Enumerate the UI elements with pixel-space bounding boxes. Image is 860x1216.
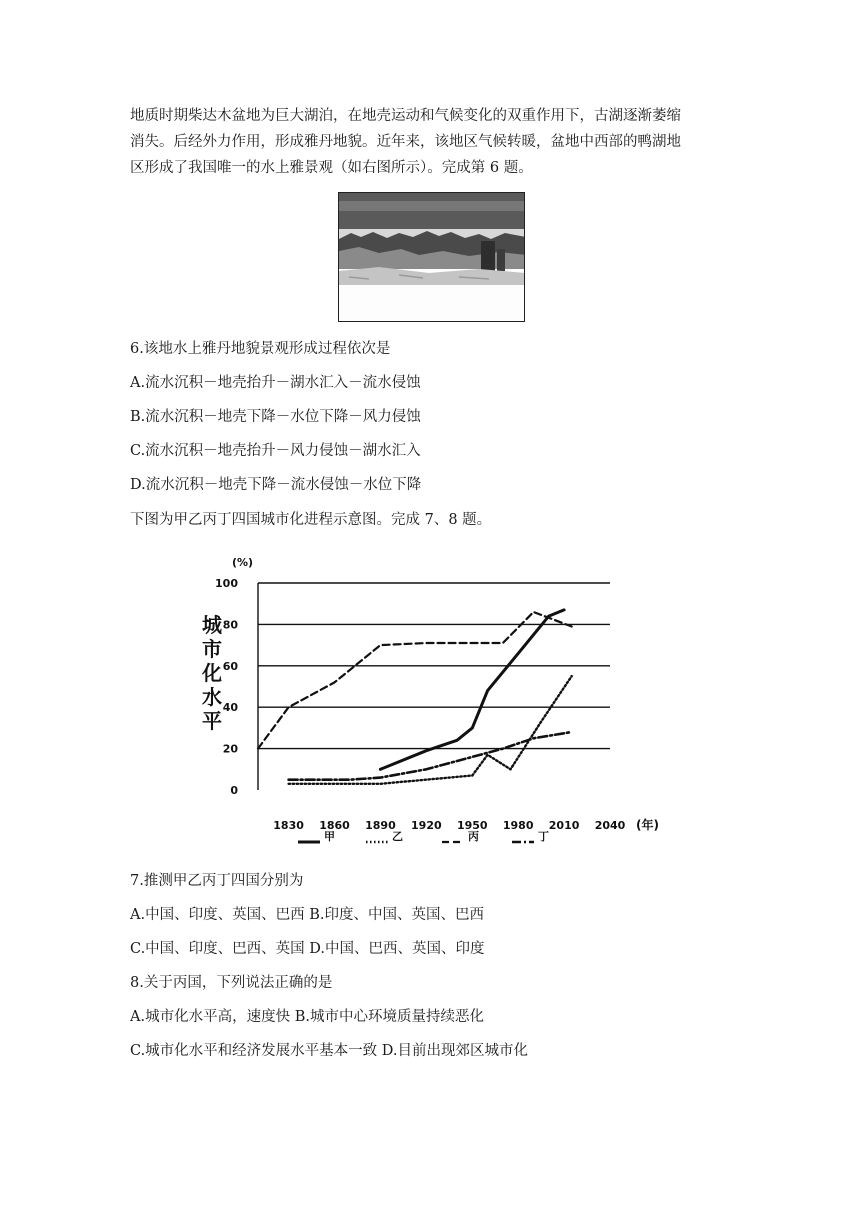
q7-stem: 7.推测甲乙丙丁四国分别为 [130, 873, 304, 889]
y-axis-title: 城市化水平 [202, 613, 222, 733]
q8-options-cd: C.城市化水平和经济发展水平基本一致 D.目前出现郊区城市化 [130, 1043, 529, 1059]
series-line-1 [380, 610, 564, 769]
x-tick-label-1860: 1860 [319, 819, 350, 832]
legend-label-4: 丁 [538, 830, 549, 843]
q6-option-d: D.流水沉积－地壳下降－流水侵蚀－水位下降 [130, 477, 422, 493]
legend-label-2: 乙 [392, 830, 403, 843]
intro-line-3: 区形成了我国唯一的水上雅景观（如右图所示）。完成第 6 题。 [130, 160, 533, 176]
q8-options-ab: A.城市化水平高，速度快 B.城市中心环境质量持续恶化 [130, 1009, 484, 1025]
x-tick-label-1890: 1890 [365, 819, 396, 832]
x-tick-label-1920: 1920 [411, 819, 442, 832]
x-tick-label-1830: 1830 [273, 819, 304, 832]
intro-line-1: 地质时期柴达木盆地为巨大湖泊，在地壳运动和气候变化的双重作用下，古湖逐渐萎缩 [130, 108, 681, 124]
x-tick-label-1980: 1980 [502, 819, 534, 832]
q6-option-c: C.流水沉积－地壳抬升－风力侵蚀－湖水汇入 [130, 443, 421, 459]
yardang-photo [338, 192, 525, 322]
y-tick-label-20: 20 [222, 742, 238, 756]
x-tick-label-1950: 1950 [456, 819, 488, 832]
urbanization-chart [180, 540, 700, 858]
chart-intro: 下图为甲乙丙丁四国城市化进程示意图。完成 7、8 题。 [130, 512, 492, 528]
legend-label-1: 甲 [324, 830, 335, 843]
series-line-3 [258, 612, 572, 749]
y-tick-label-100: 100 [215, 577, 238, 590]
q6-stem: 6.该地水上雅丹地貌景观形成过程依次是 [130, 341, 391, 357]
legend-label-3: 丙 [468, 830, 479, 843]
q6-option-a: A.流水沉积－地壳抬升－湖水汇入－流水侵蚀 [130, 375, 421, 391]
y-tick-label-0: 0 [230, 784, 238, 797]
y-tick-label-40: 40 [222, 701, 238, 715]
y-tick-label-80: 80 [222, 618, 238, 632]
y-tick-label-60: 60 [222, 659, 238, 673]
series-line-4 [289, 732, 572, 780]
q7-options-cd: C.中国、印度、巴西、英国 D.中国、巴西、英国、印度 [130, 941, 485, 957]
q6-option-b: B.流水沉积－地壳下降－水位下降－风力侵蚀 [130, 409, 421, 425]
q7-options-ab: A.中国、印度、英国、巴西 B.印度、中国、英国、巴西 [130, 907, 484, 923]
x-tick-label-2010: 2010 [548, 819, 580, 832]
x-unit-label: (年) [636, 818, 659, 832]
q8-stem: 8.关于丙国，下列说法正确的是 [130, 975, 333, 991]
y-unit-label: (%) [232, 556, 254, 569]
intro-line-2: 消失。后经外力作用，形成雅丹地貌。近年来，该地区气候转暖，盆地中西部的鸭湖地 [130, 134, 681, 150]
x-tick-label-2040: 2040 [594, 819, 626, 832]
